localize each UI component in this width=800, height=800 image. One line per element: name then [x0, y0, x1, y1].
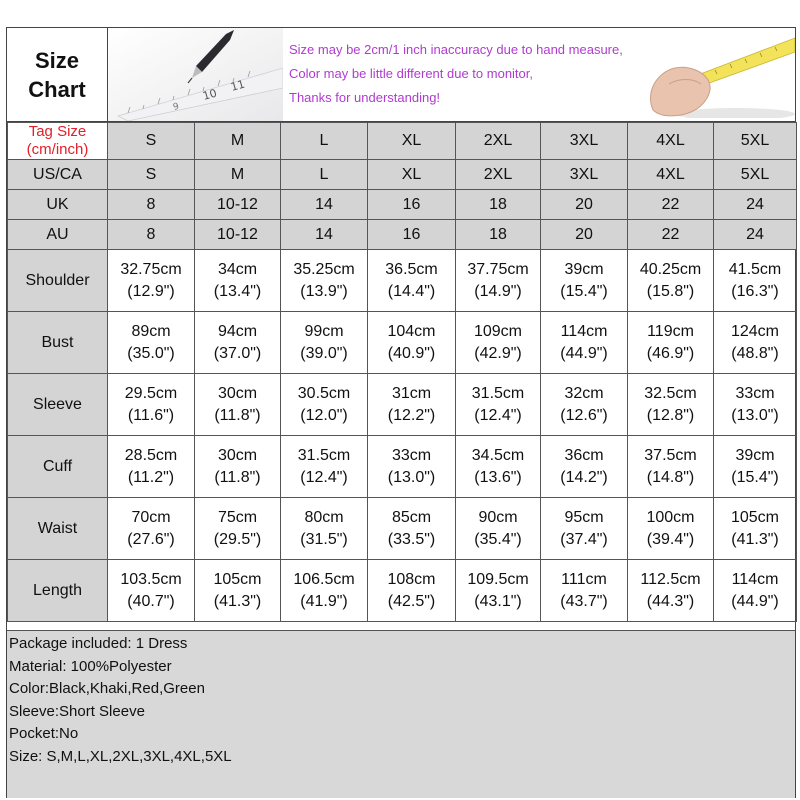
cm-value: 39cm [735, 446, 775, 464]
cm-value: 39cm [564, 260, 604, 278]
cm-value: 29.5cm [124, 384, 178, 402]
inch-value: (29.5") [213, 530, 262, 548]
cm-value: 80cm [304, 508, 344, 526]
cm-value: 109cm [473, 322, 523, 340]
table-cell: 18 [456, 220, 541, 250]
inch-value: (15.4") [731, 468, 779, 486]
measure-cell [456, 312, 541, 374]
detail-color: Color:Black,Khaki,Red,Green [9, 680, 205, 698]
table-row [8, 160, 797, 190]
title-line-2: Chart [28, 76, 86, 102]
cm-value: 31cm [391, 384, 432, 402]
measure-cell [281, 374, 368, 436]
measure-cell [368, 374, 456, 436]
detail-pocket: Pocket:No [9, 725, 79, 743]
inch-value: (33.5") [387, 530, 436, 548]
chart-header [7, 28, 795, 122]
table-row [8, 498, 797, 560]
row-label: US/CA [8, 160, 108, 190]
table-cell: L [281, 160, 368, 190]
cm-value: 31.5cm [297, 446, 351, 464]
measure-cell [714, 312, 797, 374]
cm-value: 119cm [647, 322, 694, 340]
cm-value: 108cm [387, 570, 436, 588]
measure-cell [195, 560, 281, 622]
inch-value: (14.4") [387, 282, 436, 300]
measure-cell [456, 560, 541, 622]
cm-value: 36.5cm [385, 260, 438, 278]
cm-value: 99cm [304, 322, 344, 340]
tag-size-label [8, 123, 108, 160]
inch-value: (12.9") [127, 282, 175, 300]
inch-value: (43.1") [474, 592, 522, 610]
inch-value: (44.9") [560, 344, 608, 362]
inch-value: (12.4") [474, 406, 522, 424]
cm-value: 105cm [213, 570, 262, 588]
measure-cell [628, 560, 714, 622]
measure-cell [456, 498, 541, 560]
note-line: Color may be little different due to monitor, [289, 66, 533, 81]
inch-value: (35.4") [474, 530, 522, 548]
title-line-1: Size [34, 47, 80, 73]
table-cell: 22 [628, 190, 714, 220]
cm-value: 104cm [387, 322, 436, 340]
measure-cell [541, 374, 628, 436]
inch-value: (44.3") [646, 592, 695, 610]
table-cell: 24 [714, 220, 797, 250]
inch-value: (12.2") [387, 406, 436, 424]
measure-cell [281, 498, 368, 560]
table-cell: S [108, 160, 195, 190]
measure-cell [195, 498, 281, 560]
measure-cell [714, 250, 797, 312]
measure-cell [368, 436, 456, 498]
inch-value: (12.8") [646, 406, 695, 424]
cm-value: 32cm [564, 384, 604, 402]
inch-value: (40.7") [127, 592, 175, 610]
measure-cell [628, 436, 714, 498]
measure-cell [628, 250, 714, 312]
measure-cell [108, 436, 195, 498]
table-cell: 8 [108, 190, 195, 220]
table-row [8, 560, 797, 622]
inch-value: (40.9") [387, 344, 436, 362]
cm-value: 70cm [131, 508, 171, 526]
measure-cell [541, 498, 628, 560]
inch-value: (39.0") [300, 344, 348, 362]
inch-value: (16.3") [731, 282, 779, 300]
cm-value: 75cm [217, 508, 258, 526]
note-line: Thanks for understanding! [289, 90, 441, 105]
row-label: Shoulder [8, 250, 108, 312]
cm-value: 34cm [217, 260, 258, 278]
inch-value: (41.3") [731, 530, 779, 548]
measure-cell [714, 498, 797, 560]
inch-value: (46.9") [646, 344, 695, 362]
inch-value: (43.7") [560, 592, 608, 610]
cm-value: 36cm [564, 446, 604, 464]
row-label: Length [8, 560, 108, 622]
size-header-cell: XL [368, 123, 456, 160]
inch-value: (11.8") [214, 468, 261, 486]
measurement-notes [289, 38, 649, 110]
cm-value: 34.5cm [471, 446, 525, 464]
inch-value: (44.9") [731, 592, 779, 610]
cm-value: 32.5cm [644, 384, 697, 402]
cm-value: 31.5cm [471, 384, 525, 402]
table-row [8, 250, 797, 312]
table-cell: 10-12 [195, 220, 281, 250]
ruler-mark: 9 [172, 101, 181, 113]
measure-cell [108, 498, 195, 560]
inch-value: (12.6") [560, 406, 608, 424]
table-row [8, 312, 797, 374]
table-cell: 10-12 [195, 190, 281, 220]
row-label: Cuff [8, 436, 108, 498]
cm-value: 85cm [391, 508, 432, 526]
table-cell: 14 [281, 220, 368, 250]
inch-value: (13.6") [474, 468, 522, 486]
row-label: AU [8, 220, 108, 250]
table-cell: 20 [541, 220, 628, 250]
cm-value: 89cm [131, 322, 171, 340]
cm-value: 33cm [735, 384, 775, 402]
cm-value: 30cm [217, 384, 258, 402]
ruler-mark: 10 [201, 86, 219, 103]
measure-cell [108, 560, 195, 622]
measure-cell [368, 560, 456, 622]
cm-value: 95cm [564, 508, 604, 526]
cm-value: 30cm [217, 446, 258, 464]
detail-size: Size: S,M,L,XL,2XL,3XL,4XL,5XL [9, 747, 232, 765]
inch-value: (14.9") [474, 282, 522, 300]
inch-value: (12.0") [300, 406, 348, 424]
inch-value: (11.6") [127, 406, 175, 424]
inch-value: (27.6") [127, 530, 175, 548]
cm-value: 28.5cm [124, 446, 178, 464]
cm-value: 32.75cm [120, 260, 182, 278]
measure-cell [281, 436, 368, 498]
size-header-cell: L [281, 123, 368, 160]
size-header-cell: M [195, 123, 281, 160]
product-details [7, 630, 795, 798]
inch-value: (48.8") [731, 344, 779, 362]
cm-value: 105cm [730, 508, 780, 526]
measure-cell [456, 250, 541, 312]
inch-value: (15.8") [646, 282, 695, 300]
cm-value: 35.25cm [293, 260, 355, 278]
inch-value: (35.0") [127, 344, 175, 362]
table-cell: 8 [108, 220, 195, 250]
row-label: UK [8, 190, 108, 220]
table-cell: 20 [541, 190, 628, 220]
table-cell: 2XL [456, 160, 541, 190]
inch-value: (13.0") [731, 406, 779, 424]
measure-cell [714, 560, 797, 622]
inch-value: (13.0") [387, 468, 436, 486]
inch-value: (13.4") [213, 282, 262, 300]
cm-value: 90cm [478, 508, 518, 526]
measure-cell [195, 436, 281, 498]
chart-title [7, 28, 108, 121]
inch-value: (11.2") [127, 468, 175, 486]
measure-cell [541, 312, 628, 374]
cm-value: 37.75cm [467, 260, 529, 278]
inch-value: (41.3") [213, 592, 262, 610]
measure-cell [541, 436, 628, 498]
cm-value: 100cm [646, 508, 695, 526]
tape-measure-hand-illustration [635, 32, 795, 118]
measure-cell [108, 312, 195, 374]
inch-value: (15.4") [560, 282, 608, 300]
cm-value: 109.5cm [467, 570, 529, 588]
cm-value: 40.25cm [639, 260, 702, 278]
inch-value: (13.9") [300, 282, 348, 300]
size-header-cell: 5XL [714, 123, 797, 160]
measure-cell [281, 312, 368, 374]
detail-material: Material: 100%Polyester [9, 657, 172, 675]
measure-cell [456, 436, 541, 498]
cm-value: 106.5cm [293, 570, 355, 588]
cm-value: 103.5cm [120, 570, 182, 588]
size-header-cell: 3XL [541, 123, 628, 160]
inch-value: (37.0") [213, 344, 262, 362]
measure-cell [628, 374, 714, 436]
inch-value: (11.8") [214, 406, 261, 424]
measure-cell [714, 374, 797, 436]
table-cell: 24 [714, 190, 797, 220]
table-cell: 22 [628, 220, 714, 250]
table-cell: 16 [368, 190, 456, 220]
row-label: Waist [8, 498, 108, 560]
cm-value: 114cm [731, 570, 779, 588]
table-row [8, 374, 797, 436]
measure-cell [368, 250, 456, 312]
measure-cell [195, 374, 281, 436]
cm-value: 94cm [217, 322, 258, 340]
table-row [8, 190, 797, 220]
ruler-pen-illustration [108, 28, 283, 121]
table-row [8, 436, 797, 498]
inch-value: (41.9") [300, 592, 348, 610]
cm-value: 41.5cm [728, 260, 782, 278]
measure-cell [714, 436, 797, 498]
measure-cell [108, 374, 195, 436]
size-header-cell: 2XL [456, 123, 541, 160]
inch-value: (39.4") [646, 530, 695, 548]
ruler-mark: 11 [229, 77, 247, 94]
table-row [8, 220, 797, 250]
measure-cell [281, 250, 368, 312]
cm-value: 114cm [560, 322, 608, 340]
inch-value: (12.4") [300, 468, 348, 486]
tag-size-label-line: (cm/inch) [26, 141, 89, 158]
detail-sleeve: Sleeve:Short Sleeve [9, 702, 145, 720]
cm-value: 111cm [561, 570, 607, 588]
cm-value: 112.5cm [640, 570, 701, 588]
measure-cell [195, 312, 281, 374]
tag-size-label-line: Tag Size [28, 123, 87, 140]
inch-value: (37.4") [560, 530, 608, 548]
detail-package: Package included: 1 Dress [9, 635, 188, 652]
measure-cell [541, 560, 628, 622]
table-cell: 4XL [628, 160, 714, 190]
inch-value: (14.2") [560, 468, 608, 486]
measure-cell [541, 250, 628, 312]
inch-value: (14.8") [646, 468, 695, 486]
cm-value: 33cm [391, 446, 432, 464]
measure-cell [368, 312, 456, 374]
row-label: Sleeve [8, 374, 108, 436]
note-line: Size may be 2cm/1 inch inaccuracy due to hand measure, [289, 42, 623, 57]
size-chart [6, 27, 796, 798]
table-cell: 14 [281, 190, 368, 220]
table-cell: 16 [368, 220, 456, 250]
inch-value: (42.9") [474, 344, 522, 362]
measure-cell [195, 250, 281, 312]
measure-cell [281, 560, 368, 622]
table-row [8, 123, 797, 160]
inch-value: (42.5") [387, 592, 436, 610]
table-cell: XL [368, 160, 456, 190]
size-table [7, 122, 797, 622]
cm-value: 124cm [730, 322, 780, 340]
cm-value: 37.5cm [644, 446, 697, 464]
measure-cell [628, 312, 714, 374]
table-cell: M [195, 160, 281, 190]
measure-cell [108, 250, 195, 312]
size-header-cell: S [108, 123, 195, 160]
table-cell: 18 [456, 190, 541, 220]
table-cell: 5XL [714, 160, 797, 190]
inch-value: (31.5") [300, 530, 348, 548]
cm-value: 30.5cm [297, 384, 351, 402]
measure-cell [368, 498, 456, 560]
size-header-cell: 4XL [628, 123, 714, 160]
measure-cell [628, 498, 714, 560]
row-label: Bust [8, 312, 108, 374]
table-cell: 3XL [541, 160, 628, 190]
measure-cell [456, 374, 541, 436]
